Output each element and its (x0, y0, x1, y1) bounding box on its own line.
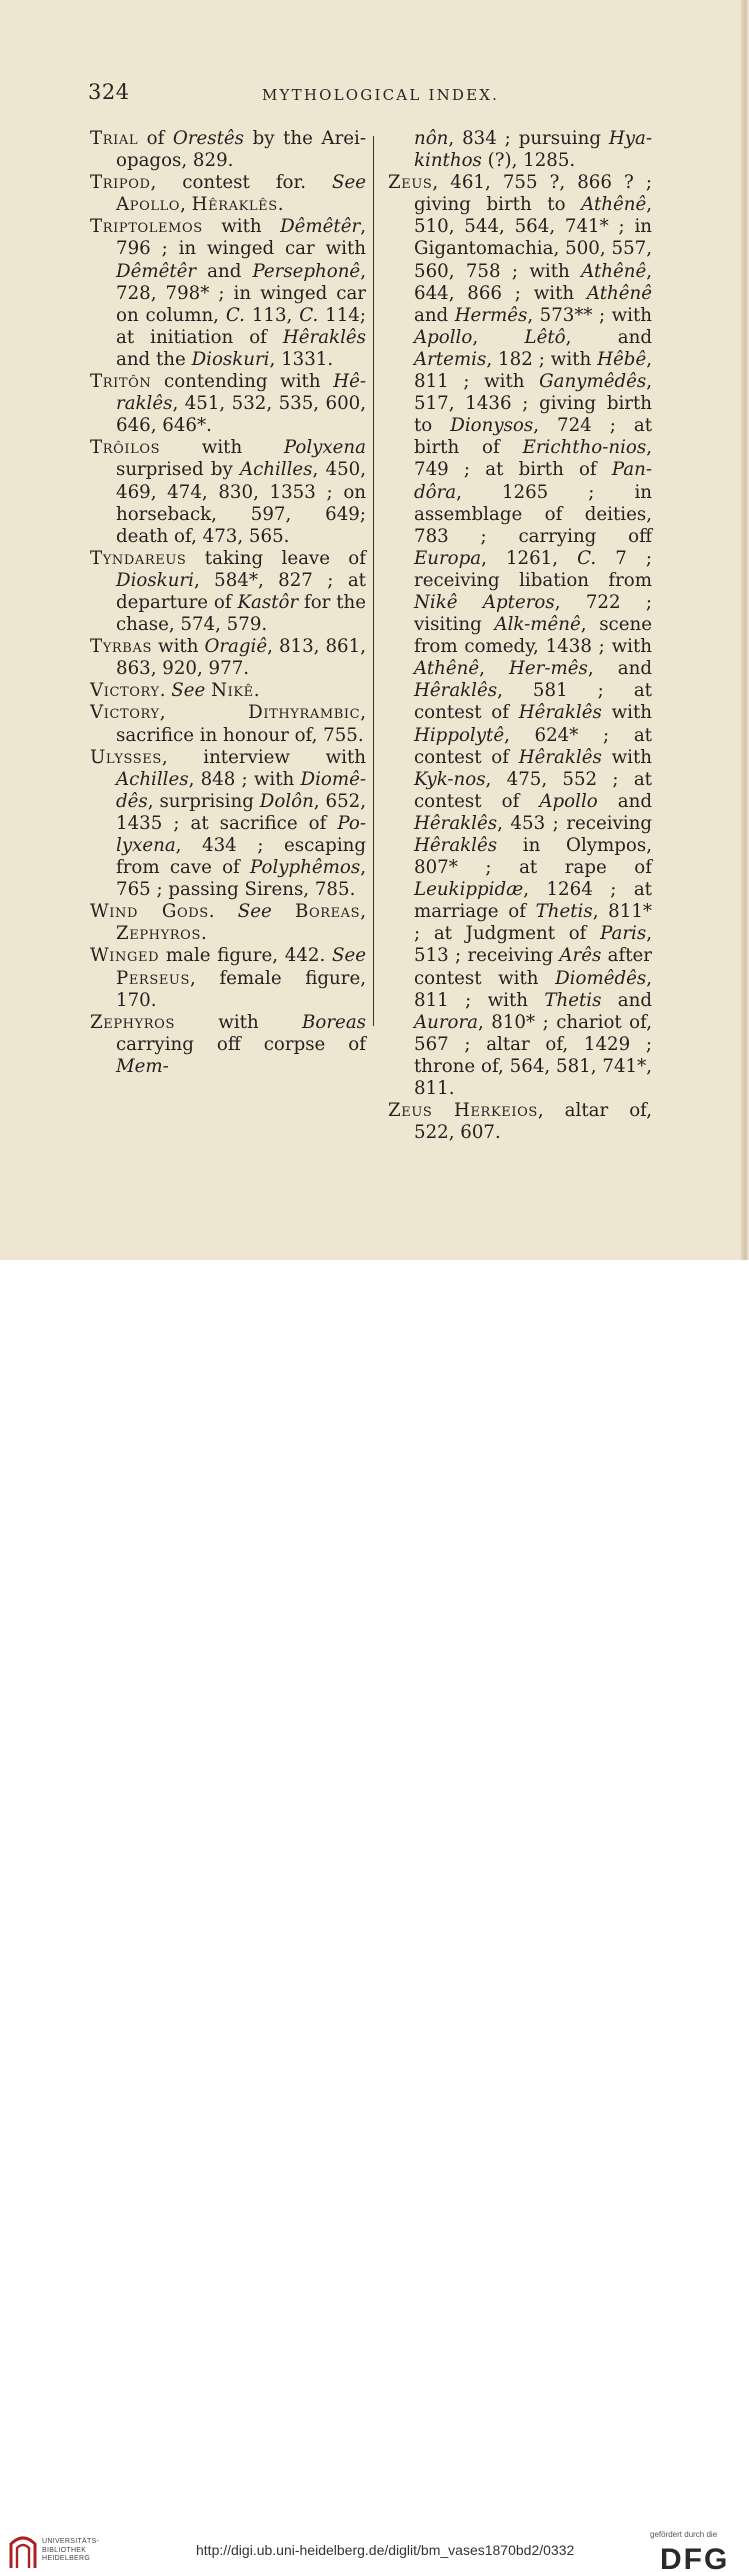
entry-text: with (174, 1011, 303, 1033)
entry-text: , 451, 532, 535, 600, 646, 646*. (116, 393, 366, 437)
entry-italic-text: Leukippidæ (414, 879, 524, 901)
entry-headword: Zeus (388, 172, 433, 194)
entry-text: , 510, 544, 564, 741* ; in Gigantomachia, 500, 557, 560, 758 ; with (414, 194, 652, 282)
entry-italic-text: Orestês (172, 128, 245, 149)
entry-italic-text: See (332, 172, 366, 194)
book-page (0, 0, 749, 1260)
entry-italic-text: See (237, 901, 272, 923)
entry-text: with (160, 437, 284, 459)
entry-headword: Tripod (90, 172, 151, 194)
entry-headword: Apollo (116, 194, 181, 216)
index-entry (90, 702, 366, 746)
entry-text: , and (587, 658, 652, 680)
entry-italic-text: Hêraklês (414, 835, 498, 856)
page-number: 324 (88, 80, 130, 104)
entry-text: , interview with (161, 746, 366, 768)
entry-text: , (360, 901, 366, 923)
entry-headword: Tyndareus (90, 547, 187, 569)
entry-italic-text: Hêraklês (282, 326, 366, 348)
entry-text: , 722 ; visiting (414, 591, 652, 636)
entry-text: , 652, 1435 ; at sacrifice of (116, 790, 366, 834)
entry-italic-text: Polyphêmos (250, 857, 361, 879)
entry-italic-text: Hêraklês (518, 702, 602, 724)
entry-italic-text: Athênê (586, 282, 652, 304)
entry-text: by the Arei-opagos, 829. (116, 128, 366, 172)
entry-italic-text: Mem- (116, 1055, 169, 1077)
entry-italic-text: Diomêdês (555, 967, 647, 989)
entry-text: , 813, 861, 863, 920, 977. (116, 636, 366, 680)
entry-italic-text: Polyxena (283, 437, 366, 459)
index-entry (90, 216, 366, 371)
entry-text: , female figure, 170. (116, 967, 366, 1011)
index-entry (90, 901, 366, 945)
entry-text: . (208, 901, 238, 923)
entry-italic-text: nôn (414, 128, 449, 149)
dfg-logo-text: DFG (660, 2543, 730, 2572)
entry-italic-text: Thetis (544, 989, 602, 1011)
entry-headword: Dithyrambic (248, 702, 361, 724)
index-entry (90, 1012, 366, 1078)
entry-italic-text: Pan-dôra (414, 459, 652, 503)
entry-text: , 573** ; with (527, 304, 653, 326)
index-column-right (388, 128, 652, 1144)
entry-text: contending with (151, 371, 334, 393)
entry-text: . (277, 194, 284, 216)
entry-text: , scene from comedy, 1438 ; with (414, 614, 652, 658)
entry-italic-text: Hêraklês (518, 746, 602, 768)
entry-headword: Perseus (116, 967, 190, 989)
entry-text: , 581 ; at contest of (414, 680, 652, 724)
entry-headword: Triptolemos (90, 216, 203, 238)
entry-text: and (196, 260, 253, 282)
entry-italic-text: Ganymêdês (539, 371, 647, 393)
running-title: MYTHOLOGICAL INDEX. (262, 86, 500, 104)
entry-italic-text: Hippolytê (414, 724, 505, 746)
entry-text: and (597, 790, 652, 812)
entry-text: , (472, 326, 525, 348)
entry-text: in Olympos, 807* ; at rape of (414, 835, 652, 879)
permalink-url[interactable]: http://digi.ub.uni-heidelberg.de/diglit/bm_vases1870bd2/0332 (196, 2542, 575, 2558)
index-entry (90, 548, 366, 636)
entry-text: , (159, 702, 249, 724)
index-entry (90, 128, 366, 172)
entry-italic-text: Her-mês (509, 658, 588, 680)
entry-headword: Zeus Herkeios (388, 1100, 538, 1122)
entry-text: , 182 ; with (486, 348, 598, 370)
entry-text: , 517, 1436 ; giving birth to (414, 371, 652, 437)
entry-headword: Victory (90, 680, 160, 702)
funded-by-text: gefördert durch die (650, 2530, 718, 2539)
entry-italic-text: Kastôr (237, 591, 299, 613)
entry-italic-text: Boreas (302, 1011, 366, 1033)
entry-headword: Boreas (294, 901, 361, 923)
entry-text: , 1331. (269, 348, 334, 370)
entry-italic-text: Dionysos (450, 415, 534, 437)
entry-text: , 834 ; pursuing (448, 128, 609, 149)
entry-text: of (138, 128, 173, 149)
entry-text: , 811* ; at Judgment of (414, 901, 652, 945)
entry-text: , 749 ; at birth of (414, 437, 652, 481)
entry-italic-text: Hê-raklês (116, 371, 366, 415)
entry-italic-text: Nikê Apteros (414, 591, 555, 613)
entry-headword: Nikê (211, 680, 254, 702)
entry-headword: Ulysses (90, 746, 162, 768)
entry-headword: Wind Gods (90, 901, 209, 923)
entry-italic-text: Athênê (581, 194, 647, 216)
entry-text: , and (565, 326, 652, 348)
entry-headword: Winged (90, 945, 160, 967)
entry-text: , 796 ; in winged car with (116, 216, 366, 260)
entry-text: 114; at initiation of (116, 304, 366, 348)
entry-italic-text: Aurora (414, 1011, 479, 1033)
entry-italic-text: Erichtho-nios (522, 437, 647, 459)
entry-text: . (200, 923, 207, 945)
entry-italic-text: Kyk-nos (414, 768, 486, 790)
library-logo-line: UNIVERSITÄTS- (42, 2538, 100, 2545)
entry-text: , 584*, 827 ; at departure of (116, 569, 366, 613)
library-logo-text (42, 2538, 132, 2564)
library-logo-line: BIBLIOTHEK (42, 2546, 87, 2554)
library-logo-line: HEIDELBERG (42, 2555, 91, 2562)
entry-text: and (601, 989, 653, 1011)
index-entry (90, 945, 366, 1011)
entry-text: , 1264 ; at marriage of (414, 879, 652, 923)
entry-headword: Victory (90, 702, 160, 724)
entry-italic-text: Persephonê (252, 260, 361, 282)
entry-text: , contest for. (150, 172, 332, 194)
entry-text: surprised by (116, 459, 240, 481)
entry-text: , 461, 755 ?, 866 ? ; giving birth to (414, 172, 652, 216)
viewer-footer (0, 1260, 749, 2572)
index-entry-continued (388, 128, 652, 172)
entry-italic-text: Apollo (414, 326, 473, 348)
entry-text: male figure, 442. (159, 945, 332, 967)
entry-italic-text: Alk-mênê (494, 614, 581, 636)
entry-text: , 450, 469, 474, 830, 1353 ; on horseback, 597, 649; death of, 473, 565. (116, 459, 366, 547)
entry-text: , 811 ; with (414, 348, 652, 393)
entry-italic-text: Achilles (239, 459, 313, 481)
entry-italic-text: Dêmêtêr (280, 216, 361, 238)
entry-text: , 434 ; escaping from cave of (116, 835, 366, 879)
entry-italic-text: C. (225, 304, 245, 326)
entry-italic-text: Dioskuri (191, 348, 270, 370)
entry-text: 7 ; receiving libation from (414, 547, 652, 591)
university-library-logo-icon (8, 2534, 38, 2570)
entry-italic-text: Hermês (454, 304, 528, 326)
entry-text: . (253, 680, 260, 702)
entry-italic-text: Thetis (535, 901, 593, 923)
entry-italic-text: C. (577, 547, 597, 569)
entry-italic-text: Artemis (414, 348, 487, 370)
entry-text: , 1265 ; in assemblage of deities, 783 ; carrying off (414, 481, 652, 547)
entry-italic-text: Hya-kinthos (414, 128, 652, 172)
entry-text: , altar of, 522, 607. (414, 1100, 653, 1144)
entry-text: carrying off corpse of (116, 1033, 366, 1055)
entry-text: , 811 ; with (414, 967, 652, 1011)
index-entry (90, 680, 366, 702)
entry-italic-text: Hêraklês (414, 812, 498, 834)
entry-italic-text: Hêbê (597, 348, 647, 370)
column-divider (373, 136, 374, 1026)
entry-text: , 810* ; chariot of, 567 ; altar of, 1429 ; throne of, 564, 581, 741*, 811. (414, 1011, 652, 1100)
entry-text: for the chase, 574, 579. (116, 591, 366, 636)
entry-italic-text: Paris (600, 923, 647, 945)
entry-text: , 453 ; receiving (497, 812, 652, 834)
entry-italic-text: C. (299, 304, 319, 326)
entry-text: , 644, 866 ; with (414, 260, 652, 304)
entry-headword: Zephyros (90, 1011, 175, 1033)
entry-italic-text: Lêtô (524, 326, 566, 348)
entry-text: and (414, 304, 455, 326)
entry-text (272, 901, 295, 922)
entry-text: , 475, 552 ; at contest of (414, 768, 652, 812)
entry-text: and the (116, 348, 192, 370)
entry-italic-text: Dioskuri (116, 569, 194, 591)
entry-text: 113, (244, 304, 300, 326)
index-entry (388, 1100, 652, 1144)
index-entry (90, 636, 366, 680)
page-edge-shadow (741, 0, 749, 1260)
entry-italic-text: Dolôn (259, 790, 314, 812)
entry-text: (?), 1285. (481, 150, 576, 172)
entry-text: with (601, 702, 652, 724)
index-entry (90, 747, 366, 902)
entry-italic-text: Apollo (539, 790, 598, 812)
entry-italic-text: Hêraklês (414, 680, 498, 702)
entry-text: with (601, 746, 652, 768)
entry-text: , (479, 658, 510, 680)
entry-text: with (151, 636, 205, 658)
entry-headword: Hêraklês (191, 194, 278, 216)
entry-italic-text: Athênê (581, 260, 647, 282)
entry-italic-text: See (332, 945, 366, 967)
entry-italic-text: Diomê-dês (116, 768, 366, 812)
index-entry (90, 172, 366, 216)
entry-italic-text: Europa (414, 547, 482, 569)
entry-text: , (180, 194, 192, 216)
entry-text: taking leave of (186, 547, 366, 569)
entry-headword: Zephyros (116, 923, 201, 945)
index-entry (388, 172, 652, 1100)
entry-italic-text: Achilles (116, 768, 189, 790)
dfg-logo-icon (660, 2542, 740, 2572)
entry-text: , 724 ; at birth of (414, 415, 652, 459)
entry-text: , surprising (147, 790, 260, 812)
entry-text: , 624* ; at contest of (414, 724, 652, 768)
entry-text: , 1261, (481, 547, 578, 569)
entry-text: after contest with (414, 945, 653, 989)
entry-italic-text: Athênê (414, 658, 480, 680)
entry-italic-text: Oragiê (204, 636, 268, 658)
entry-text: , 513 ; receiving (414, 923, 652, 967)
entry-italic-text: Arês (559, 945, 602, 967)
entry-headword: Trôilos (90, 437, 161, 459)
entry-text: , 848 ; with (188, 768, 301, 790)
index-column-left (90, 128, 366, 1078)
entry-italic-text: See (171, 680, 206, 702)
entry-headword: Tyrbas (90, 636, 152, 658)
entry-text: , 765 ; passing Sirens, 785. (116, 857, 366, 901)
entry-headword: Tritôn (90, 371, 152, 393)
index-entry (90, 437, 366, 547)
entry-text: , 728, 798* ; in winged car on column, (116, 260, 366, 326)
index-entry (90, 371, 366, 437)
entry-italic-text: Po-lyxena (116, 812, 366, 856)
entry-text: with (202, 216, 281, 238)
entry-text: , sacrifice in honour of, 755. (116, 702, 366, 746)
entry-italic-text: Dêmêtêr (116, 260, 197, 282)
entry-text: . (159, 680, 172, 702)
entry-headword: Trial (90, 128, 139, 149)
